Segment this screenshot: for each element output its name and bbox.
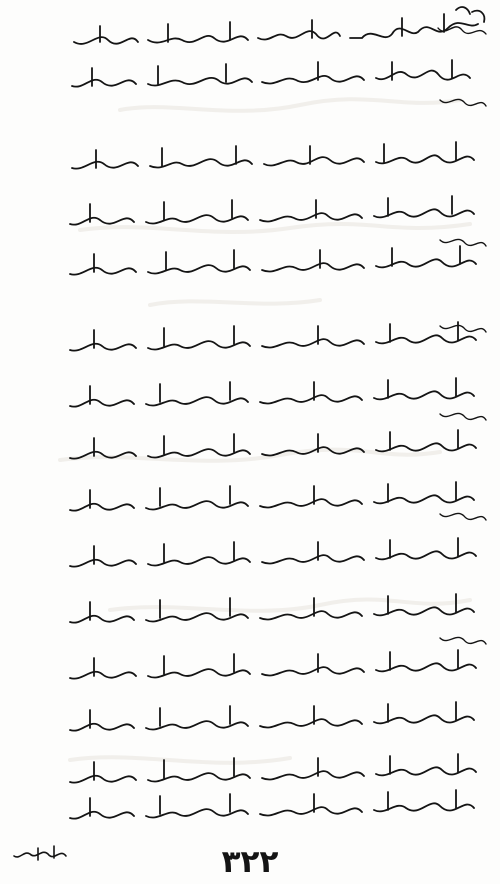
page-number: ٣٢٢ xyxy=(221,844,279,880)
catchword xyxy=(10,840,70,870)
